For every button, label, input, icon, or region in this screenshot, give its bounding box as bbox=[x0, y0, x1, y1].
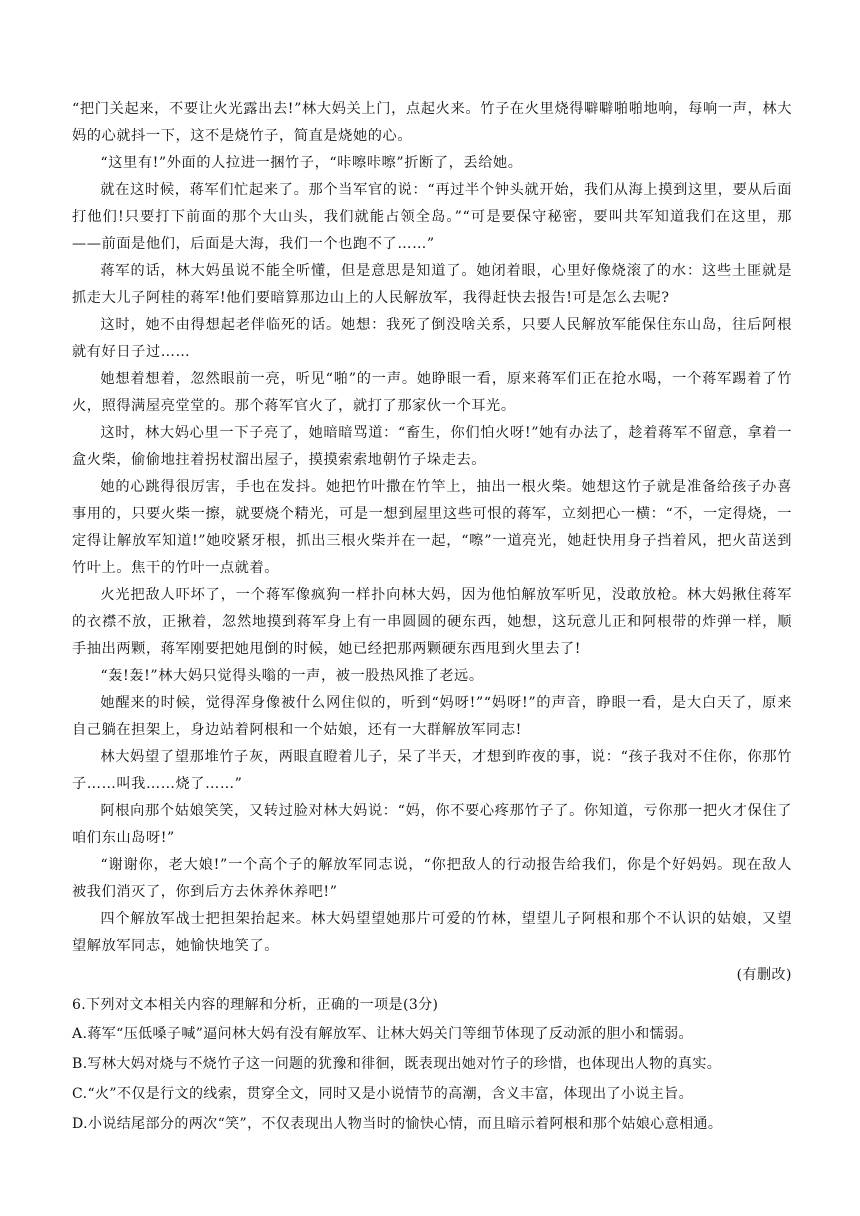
document-page bbox=[72, 96, 792, 1139]
paragraph: 林大妈望了望那堆竹子灰，两眼直瞪着儿子，呆了半天，才想到昨夜的事，说：“孩子我对不住你，你那竹子……叫我……烧了……” bbox=[72, 749, 792, 792]
paragraph: 四个解放军战士把担架抬起来。林大妈望望她那片可爱的竹林，望望儿子阿根和那个不认识的姑娘，又望望解放军同志，她愉快地笑了。 bbox=[72, 911, 792, 954]
edit-note: (有删改) bbox=[736, 967, 792, 983]
question-stem: 6.下列对文本相关内容的理解和分析，正确的一项是(3分) bbox=[72, 997, 439, 1013]
option-d: D.小说结尾部分的两次“笑”，不仅表现出人物当时的愉快心情，而且暗示着阿根和那个姑娘心意相通。 bbox=[72, 1116, 723, 1132]
paragraph: 蒋军的话，林大妈虽说不能全听懂，但是意思是知道了。她闭着眼，心里好像烧滚了的水：这些土匪就是抓走大儿子阿桂的蒋军!他们要暗算那边山上的人民解放军，我得赶快去报告!可是怎么去呢? bbox=[72, 263, 792, 306]
passage bbox=[72, 96, 792, 989]
paragraph: 就在这时候，蒋军们忙起来了。那个当军官的说：“再过半个钟头就开始，我们从海上摸到这里，要从后面打他们!只要打下前面的那个大山头，我们就能占领全岛。”“可是要保守秘密，要叫共军知道我们在这里，那——前面是他们，后面是大海，我们一个也跑不了……” bbox=[72, 182, 792, 252]
paragraph: 她醒来的时候，觉得浑身像被什么网住似的，听到“妈呀!”“妈呀!”的声音，睁眼一看，是大白天了，原来自己躺在担架上，身边站着阿根和一个姑娘，还有一大群解放军同志! bbox=[72, 695, 792, 738]
paragraph: “把门关起来，不要让火光露出去!”林大妈关上门，点起火来。竹子在火里烧得噼噼啪啪地响，每响一声，林大妈的心就抖一下，这不是烧竹子，简直是烧她的心。 bbox=[72, 101, 792, 144]
question-6 bbox=[72, 991, 792, 1139]
option-a: A.蒋军“压低嗓子喊”逼问林大妈有没有解放军、让林大妈关门等细节体现了反动派的胆小和懦弱。 bbox=[72, 1026, 693, 1042]
paragraph: 阿根向那个姑娘笑笑，又转过脸对林大妈说：“妈，你不要心疼那竹子了。你知道，亏你那一把火才保住了咱们东山岛呀!” bbox=[72, 803, 792, 846]
paragraph: 她想着想着，忽然眼前一亮，听见“啪”的一声。她睁眼一看，原来蒋军们正在抢水喝，一个蒋军踢着了竹火，照得满屋亮堂堂的。那个蒋军官火了，就打了那家伙一个耳光。 bbox=[72, 371, 792, 414]
paragraph: 这时，林大妈心里一下子亮了，她暗暗骂道：“畜生，你们怕火呀!”她有办法了，趁着蒋军不留意，拿着一盒火柴，偷偷地拄着拐杖溜出屋子，摸摸索索地朝竹子垛走去。 bbox=[72, 425, 792, 468]
paragraph: 火光把敌人吓坏了，一个蒋军像疯狗一样扑向林大妈，因为他怕解放军听见，没敢放枪。林大妈揪住蒋军的衣襟不放，正揪着，忽然地摸到蒋军身上有一串圆圆的硬东西，她想，这玩意儿正和阿根带的炸弹一样，顺手抽出两颗，蒋军刚要把她甩倒的时候，她已经把那两颗硬东西甩到火里去了! bbox=[72, 587, 792, 657]
paragraph: 这时，她不由得想起老伴临死的话。她想：我死了倒没啥关系，只要人民解放军能保住东山岛，往后阿根就有好日子过…… bbox=[72, 317, 792, 360]
option-c: C.“火”不仅是行文的线索，贯穿全文，同时又是小说情节的高潮，含义丰富，体现出了小说主旨。 bbox=[72, 1086, 693, 1102]
paragraph: “这里有!”外面的人拉进一捆竹子，“咔嚓咔嚓”折断了，丢给她。 bbox=[100, 155, 523, 171]
paragraph: “轰!轰!”林大妈只觉得头嗡的一声，被一股热风推了老远。 bbox=[100, 668, 484, 684]
paragraph: 她的心跳得很厉害，手也在发抖。她把竹叶撒在竹竿上，抽出一根火柴。她想这竹子就是准备给孩子办喜事用的，只要火柴一擦，就要烧个精光，可是一想到屋里这些可恨的蒋军，立刻把心一横：“不，一定得烧，一定得让解放军知道!”她咬紧牙根，抓出三根火柴并在一起，“嚓”一道亮光，她赶快用身子挡着风，把火苗送到竹叶上。焦干的竹叶一点就着。 bbox=[72, 479, 792, 576]
option-b: B.写林大妈对烧与不烧竹子这一问题的犹豫和徘徊，既表现出她对竹子的珍惜，也体现出人物的真实。 bbox=[72, 1056, 722, 1072]
paragraph: “谢谢你，老大娘!”一个高个子的解放军同志说，“你把敌人的行动报告给我们，你是个好妈妈。现在敌人被我们消灭了，你到后方去休养休养吧!” bbox=[72, 857, 792, 900]
